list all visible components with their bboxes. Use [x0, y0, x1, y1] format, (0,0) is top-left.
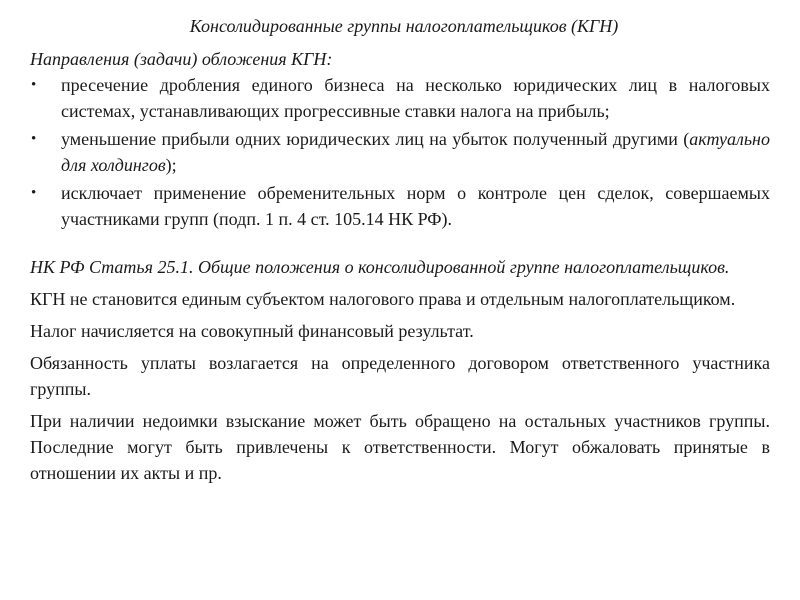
- list-item-text-before: уменьшение прибыли одних юридических лиц на убыток полученный другими (: [61, 129, 690, 149]
- directions-list: [30, 72, 770, 232]
- list-item-text-after: );: [165, 155, 177, 175]
- bullet-icon: •: [31, 131, 37, 147]
- bullet-icon: •: [31, 77, 37, 93]
- list-item: [30, 72, 770, 124]
- list-item-text: исключает применение обременительных норм о контроле цен сделок, совершаемых участниками групп (подп. 1 п. 4 ст. 105.14 НК РФ).: [61, 183, 770, 229]
- paragraph: При наличии недоимки взыскание может быть обращено на остальных участников группы. Последние могут быть привлечены к ответственности. Могут обжаловать принятые в отношении их акты и пр.: [30, 411, 770, 483]
- article-heading: НК РФ Статья 25.1. Общие положения о консолидированной группе налогоплательщиков.: [30, 257, 730, 277]
- list-item: [30, 180, 770, 232]
- directions-heading: Направления (задачи) обложения КГН:: [30, 49, 333, 69]
- bullet-icon: •: [31, 185, 37, 201]
- spacer: [30, 234, 770, 254]
- paragraph: КГН не становится единым субъектом налогового права и отдельным налогоплательщиком.: [30, 289, 736, 309]
- paragraph: Налог начисляется на совокупный финансовый результат.: [30, 321, 474, 341]
- list-item-text: пресечение дробления единого бизнеса на несколько юридических лиц в налоговых системах, устанавливающих прогрессивные ставки налога на прибыль;: [61, 75, 770, 121]
- list-item: [30, 126, 770, 178]
- list-item-text-italic: актуально для холдингов: [61, 129, 770, 175]
- slide-title: Консолидированные группы налогоплательщиков (КГН): [189, 16, 619, 36]
- paragraph: Обязанность уплаты возлагается на определенного договором ответственного участника группы.: [30, 353, 770, 399]
